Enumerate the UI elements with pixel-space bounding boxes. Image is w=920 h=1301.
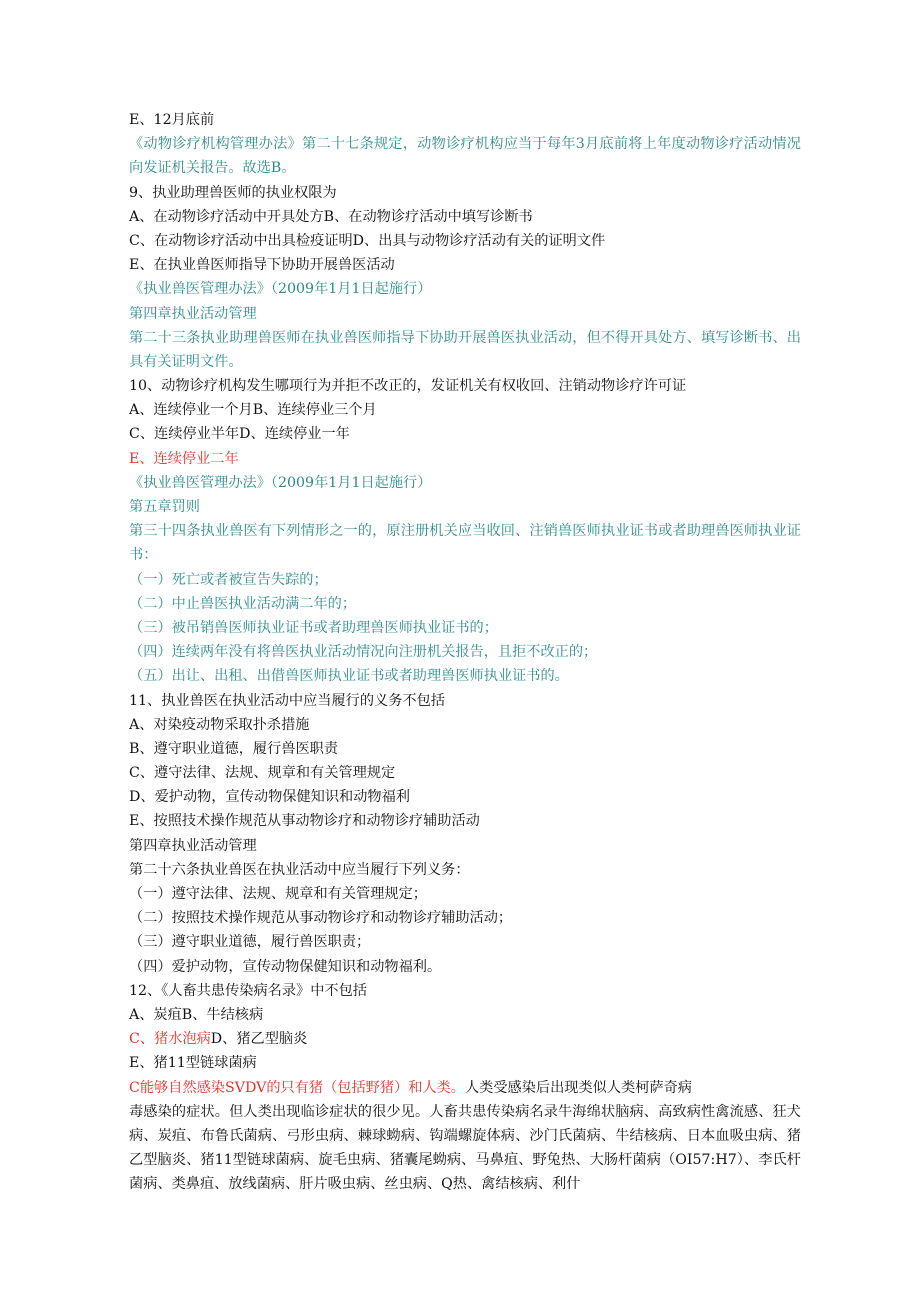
question-11: 11、执业兽医在执业活动中应当履行的义务不包括 [129,692,445,709]
answer-options: C、在动物诊疗活动中出具检疫证明D、出具与动物诊疗活动有关的证明文件 [129,232,606,249]
answer-option: E、按照技术操作规范从事动物诊疗和动物诊疗辅助活动 [129,813,480,830]
law-reference: 《执业兽医管理办法》（2009年1月1日起施行） [129,474,432,491]
correct-answer: C、猪水泡病 [129,1031,211,1048]
explanation-highlight: C能够自然感染SVDV的只有猪（包括野猪）和人类。 [129,1079,465,1096]
explanation-text: 毒感染的症状。但人类出现临诊症状的很少见。人畜共患传染病名录牛海绵状脑病、高致病性禽流感、狂犬病、炭疽、布鲁氏菌病、弓形虫病、棘球蚴病、钩端螺旋体病、沙门氏菌病、牛结核病、日本血吸虫病、猪乙型脑炎、猪11型链球菌病、旋毛虫病、猪囊尾蚴病、马鼻疽、野兔热、大肠杆菌病（OI57:H7）、李氏杆菌病、类鼻疽、放线菌病、肝片吸虫病、丝虫病、Q热、禽结核病、利什 [129,1103,801,1193]
article-clause: （五）出让、出租、出借兽医师执业证书或者助理兽医师执业证书的。 [129,668,569,685]
article-clause: （二）中止兽医执业活动满二年的； [129,595,357,612]
chapter-heading: 第四章执业活动管理 [129,837,257,854]
document-body [129,108,801,1197]
article-clause: （三）被吊销兽医师执业证书或者助理兽医师执业证书的； [129,619,498,636]
answer-options-line [129,1027,801,1051]
answer-options: A、在动物诊疗活动中开具处方B、在动物诊疗活动中填写诊断书 [129,208,533,225]
article-text: 第二十三条执业助理兽医师在执业兽医师指导下协助开展兽医执业活动，但不得开具处方、填写诊断书、出具有关证明文件。 [129,329,801,370]
answer-options: A、连续停业一个月B、连续停业三个月 [129,402,377,419]
question-12: 12、《人畜共患传染病名录》中不包括 [129,982,367,999]
answer-options: A、炭疽B、牛结核病 [129,1006,264,1023]
article-text: 第二十六条执业兽医在执业活动中应当履行下列义务： [129,861,470,878]
answer-option: D、猪乙型脑炎 [210,1031,308,1048]
article-clause: （三）遵守职业道德，履行兽医职责； [129,934,371,951]
answer-option: D、爱护动物，宣传动物保健知识和动物福利 [129,789,410,806]
answer-options: C、连续停业半年D、连续停业一年 [129,426,350,443]
explanation-text: 《动物诊疗机构管理办法》第二十七条规定，动物诊疗机构应当于每年3月底前将上年度动物诊疗活动情况向发证机关报告。故选B。 [129,136,801,177]
article-clause: （四）连续两年没有将兽医执业活动情况向注册机关报告，且拒不改正的； [129,644,598,661]
answer-option: A、对染疫动物采取扑杀措施 [129,716,310,733]
answer-option-e: E、猪11型链球菌病 [129,1055,257,1072]
explanation-text: 人类受感染后出现类似人类柯萨奇病 [464,1079,692,1096]
article-clause: （一）遵守法律、法规、规章和有关管理规定； [129,886,427,903]
answer-option-e: E、在执业兽医师指导下协助开展兽医活动 [129,257,395,274]
article-clause: （四）爱护动物，宣传动物保健知识和动物福利。 [129,958,442,975]
explanation-line [129,1076,801,1100]
answer-option: C、遵守法律、法规、规章和有关管理规定 [129,765,396,782]
answer-option: B、遵守职业道德，履行兽医职责 [129,740,339,757]
correct-answer: E、连续停业二年 [129,450,239,467]
article-text: 第三十四条执业兽医有下列情形之一的，原注册机关应当收回、注销兽医师执业证书或者助理兽医师执业证书： [129,523,801,564]
article-clause: （一）死亡或者被宣告失踪的； [129,571,328,588]
chapter-heading: 第四章执业活动管理 [129,305,257,322]
chapter-heading: 第五章罚则 [129,499,200,516]
article-clause: （二）按照技术操作规范从事动物诊疗和动物诊疗辅助活动； [129,910,513,927]
question-10: 10、动物诊疗机构发生哪项行为并拒不改正的，发证机关有权收回、注销动物诊疗许可证 [129,378,687,395]
answer-option-e: E、12月底前 [129,112,215,128]
question-9: 9、执业助理兽医师的执业权限为 [129,184,337,201]
law-reference: 《执业兽医管理办法》（2009年1月1日起施行） [129,281,432,298]
